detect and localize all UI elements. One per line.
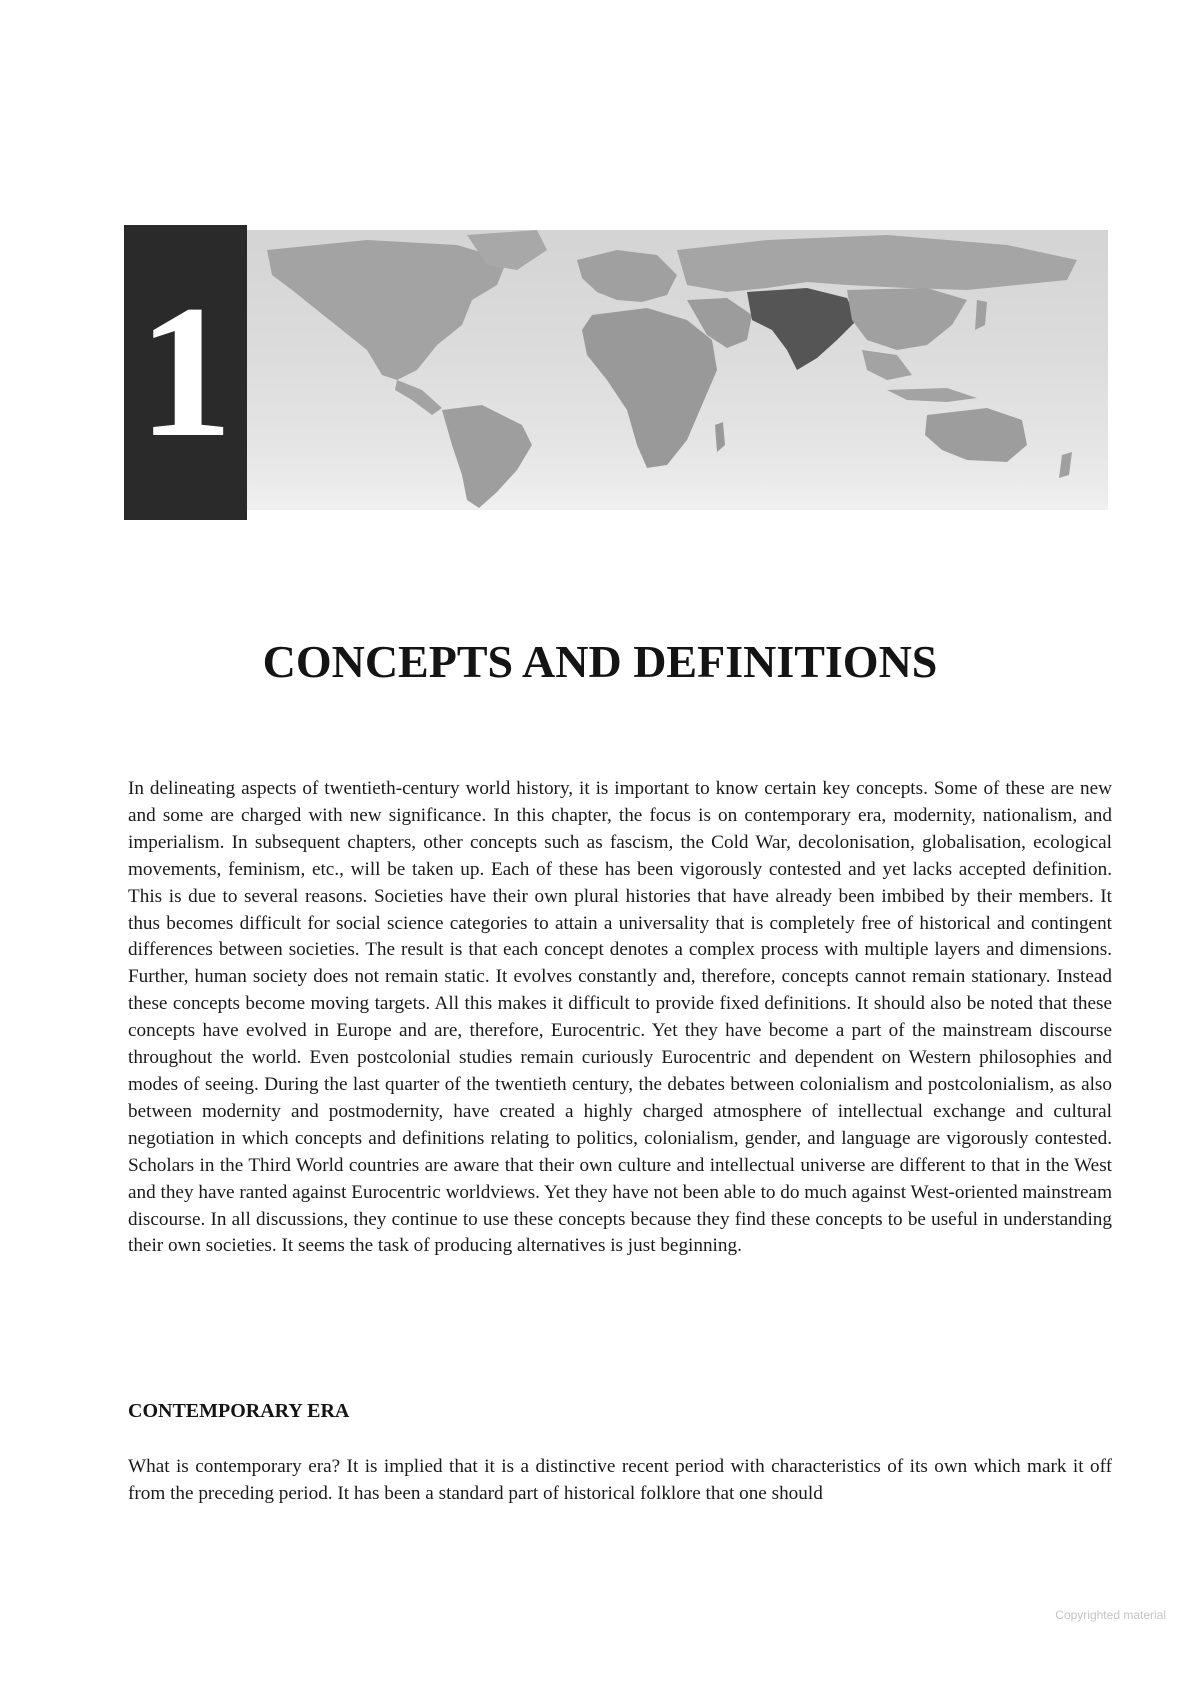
intro-paragraph: In delineating aspects of twentieth-century world history, it is important to know certain key concepts. Some of these are new and some are charged with new significance. In this chapter, the focus is on contemporary era, modernity, nationalism, and imperialism. In subsequent chapters, other concepts such as fascism, the Cold War, decolonisation, globalisation, ecological movements, feminism, etc., will be taken up. Each of these has been vigorously contested and yet lacks accepted definition. This is due to several reasons. Societies have their own plural histories that have already been imbibed by their members. It thus becomes difficult for social science categories to attain a universality that is completely free of historical and contingent differences between societies. The result is that each concept denotes a complex process with multiple layers and dimensions. Further, human society does not remain static. It evolves constantly and, therefore, concepts cannot remain stationary. Instead these concepts become moving targets. All this makes it difficult to provide fixed definitions. It should also be noted that these concepts have evolved in Europe and are, therefore, Eurocentric. Yet they have become a part of the mainstream discourse throughout the world. Even postcolonial studies remain curiously Eurocentric and dependent on Western philosophies and modes of seeing. During the last quarter of the twentieth century, the debates between colonialism and postcolonialism, as also between modernity and postmodernity, have created a highly charged atmosphere of intellectual exchange and cultural negotiation in which concepts and definitions relating to politics, colonialism, gender, and language are vigorously contested. Scholars in the Third World countries are aware that their own culture and intellectual universe are different to that in the West and they have ranted against Eurocentric worldviews. Yet they have not been able to do much against West-oriented mainstream discourse. In all discussions, they continue to use these concepts because they find these concepts to be useful in understanding their own societies. It seems the task of producing alternatives is just beginning.	[128, 778, 1112, 1257]
east-asia-shape	[847, 288, 967, 350]
chapter-title: CONCEPTS AND DEFINITIONS	[262, 636, 938, 687]
north-asia-shape	[677, 235, 1077, 292]
world-map-icon	[247, 230, 1108, 510]
africa-shape	[582, 308, 717, 468]
section-paragraph: What is contemporary era? It is implied that it is a distinctive recent period with characteristics of its own which mark it off from the preceding period. It has been a standard part of historical folklore that one should	[128, 1456, 1112, 1504]
southeast-asia-shape	[862, 350, 912, 380]
madagascar-shape	[715, 422, 725, 452]
europe-shape	[577, 250, 677, 302]
chapter-banner	[124, 225, 1108, 520]
central-america-shape	[395, 380, 442, 415]
new-zealand-shape	[1059, 452, 1072, 478]
world-map-image	[247, 230, 1108, 510]
section-heading: CONTEMPORARY ERA	[128, 1400, 350, 1422]
chapter-number: 1	[138, 267, 233, 477]
copyright-watermark: Copyrighted material	[1055, 1608, 1166, 1622]
australia-shape	[925, 408, 1027, 462]
south-america-shape	[442, 405, 532, 508]
indonesia-shape	[887, 388, 977, 402]
south-asia-highlight-shape	[747, 288, 857, 370]
north-america-shape	[267, 240, 507, 380]
japan-shape	[975, 300, 987, 330]
chapter-number-box	[124, 225, 247, 520]
